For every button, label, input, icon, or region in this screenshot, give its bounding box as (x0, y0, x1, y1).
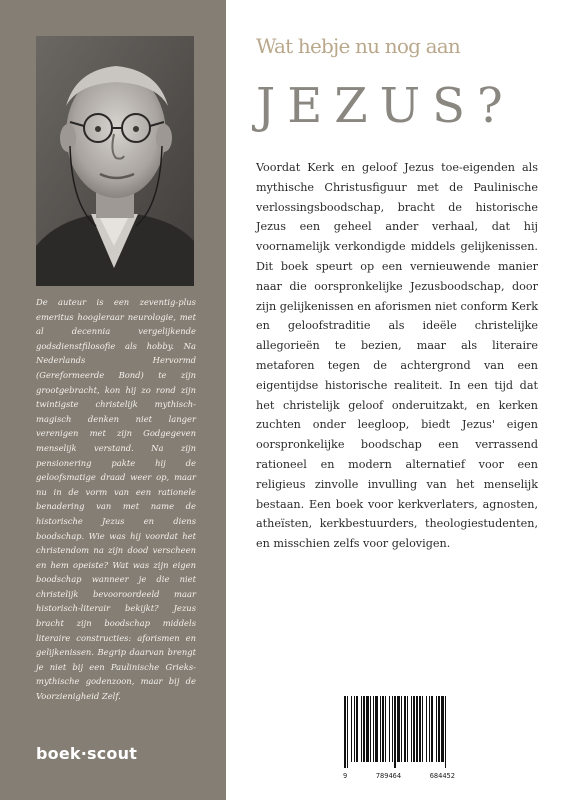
barcode-bar (441, 696, 444, 762)
author-portrait-image (36, 36, 194, 286)
barcode-bar (380, 696, 381, 762)
barcode-bar (366, 696, 369, 762)
title-main: JEZUS? (256, 78, 515, 134)
barcode-bar (422, 696, 423, 762)
barcode-bar (344, 696, 346, 768)
barcode-bar (373, 696, 374, 762)
barcode-bar (411, 696, 412, 762)
barcode-bar (361, 696, 362, 762)
publisher-logo: boek·scout (36, 744, 138, 763)
isbn-prefix: 9 (343, 772, 348, 780)
barcode-bar (419, 696, 421, 762)
barcode-bar (431, 696, 433, 762)
isbn-barcode (343, 696, 447, 768)
isbn-number (343, 772, 455, 780)
barcode-bar (407, 696, 408, 762)
barcode-bar (401, 696, 402, 762)
barcode-bar (436, 696, 437, 762)
barcode-bar (392, 696, 393, 762)
barcode-bar (356, 696, 358, 762)
barcode-bar (351, 696, 352, 762)
barcode-bar (416, 696, 418, 762)
barcode-bar (429, 696, 430, 762)
barcode-bar (397, 696, 400, 762)
barcode-bar (370, 696, 371, 762)
barcode-bar (354, 696, 355, 762)
barcode-bar (363, 696, 365, 762)
barcode-bar (382, 696, 384, 762)
back-cover-blurb: Voordat Kerk en geloof Jezus toe-eigenden als mythische Christusfiguur met de Paulinische verlossingsboodschap, bracht de historische Jezus een geheel ander verhaal, dat hij voornamelijk verkondigde middels gelijkenissen. Dit boek speurt op een vernieuwende manier naar die oorspronkelijke Jezusboodschap, door zijn gelijkenissen en aforismen niet conform Kerk en geloofstraditie als ideële christelijke allegorieën te bezien, maar als literaire metaforen tegen de achtergrond van een eigentijdse historische realiteit. In een tijd dat het christelijk geloof onderuitzakt, en kerken zuchten onder leegloop, biedt Jezus' eigen oorspronkelijke boodschap een verrassend rationeel en modern alternatief voor een religieus zinvolle invulling van het menselijk bestaan. Een boek voor kerkverlaters, agnosten, atheïsten, kerkbestuurders, theologiestudenten, en misschien zelfs voor gelovigen. (256, 161, 538, 551)
barcode-bar (375, 696, 378, 762)
barcode-bar (413, 696, 415, 762)
barcode-bar (394, 696, 396, 768)
barcode-bar (389, 696, 390, 762)
isbn-group-right: 684452 (429, 772, 455, 780)
isbn-group-left: 789464 (375, 772, 402, 780)
barcode-bar (438, 696, 440, 762)
barcode-bar (445, 696, 446, 768)
title-subline: Wat hebje nu nog aan (256, 34, 460, 58)
barcode-bar (385, 696, 386, 762)
barcode-bar (404, 696, 406, 762)
barcode-bar (426, 696, 427, 762)
barcode-bar (347, 696, 348, 768)
author-portrait (36, 36, 194, 286)
author-sidebar (0, 0, 226, 800)
author-bio: De auteur is een zeventig-plus emeritus hoogleraar neurologie, met al decennia vergelijkende godsdienstfilosofie als hobby. Na Nederlands Hervormd (Gereformeerde Bond) te zijn grootgebracht, kon hij zo rond zijn twintigste christelijk mythisch-magisch denken niet langer verenigen met zijn Godgegeven menselijk verstand. Na zijn pensionering pakte hij de geloofsmatige draad weer op, maar nu in de vorm van een rationele benadering van met name de historische Jezus en diens boodschap. Wie was hij voordat het christendom na zijn dood verscheen en hem opeiste? Wat was zijn eigen boodschap wanneer je die niet christelijk bevooroordeeld maar historisch-literair bekijkt? Jezus bracht zijn boodschap middels literaire constructies: aforismen en gelijkenissen. Begrip daarvan brengt je niet bij een Paulinische Grieks-mythische godenzoon, maar bij de Voorzienigheid Zelf. (36, 297, 196, 702)
